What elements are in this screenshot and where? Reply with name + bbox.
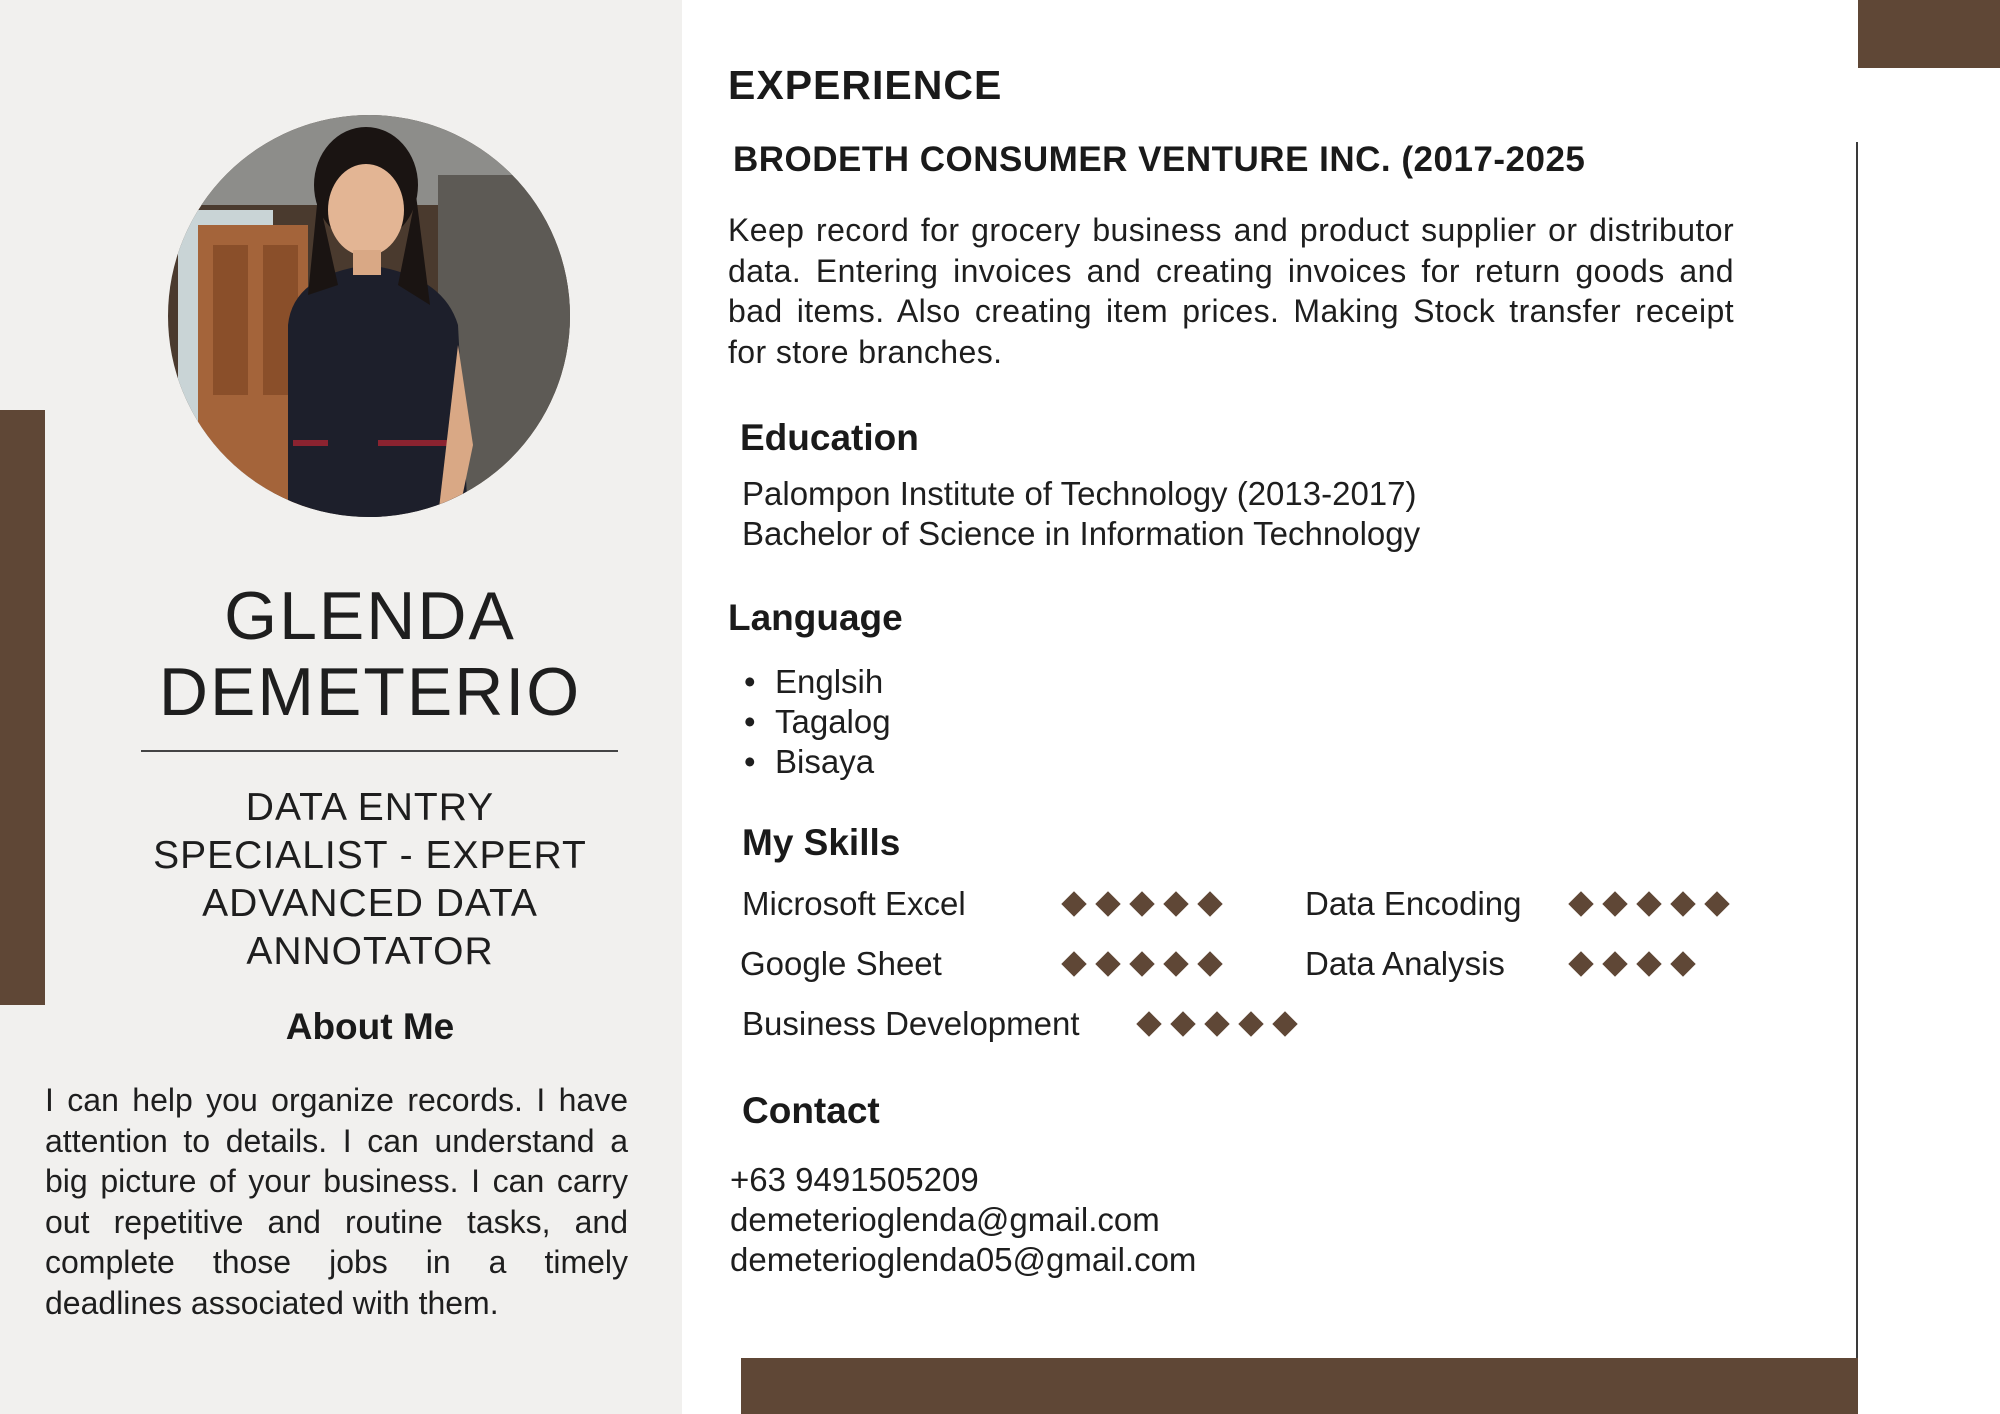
bullet-icon: • (744, 663, 756, 700)
list-item (740, 702, 891, 742)
job-title-line: ADVANCED DATA (202, 882, 538, 925)
skill-label: Data Encoding (1305, 885, 1522, 922)
rating-diamond-icon (1568, 951, 1593, 976)
rating-diamond-icon (1095, 951, 1120, 976)
rating-diamond-icon (1636, 951, 1661, 976)
job-title-line: ANNOTATOR (246, 930, 494, 973)
job-title-line: DATA ENTRY (245, 786, 495, 829)
rating-diamond-icon (1095, 891, 1120, 916)
bottom-accent-bar (741, 1358, 1858, 1414)
skill-label: Business Development (742, 1005, 1080, 1042)
rating-diamond-icon (1204, 1011, 1229, 1036)
education-degree: Bachelor of Science in Information Technology (742, 515, 1421, 552)
rating-diamond-icon (1136, 1011, 1161, 1036)
language-label: Englsih (775, 663, 884, 700)
rating-diamond-icon (1061, 891, 1086, 916)
name-divider (141, 750, 618, 752)
education-school: Palompon Institute of Technology (2013-2017) (742, 475, 1417, 512)
right-vertical-rule (1856, 142, 1858, 1358)
rating-diamond-icon (1602, 951, 1627, 976)
experience-heading: EXPERIENCE (728, 62, 1003, 108)
education-heading: Education (740, 417, 919, 458)
rating-diamond-icon (1197, 951, 1222, 976)
rating-diamond-icon (1197, 891, 1222, 916)
profile-photo (168, 115, 570, 517)
skills-heading: My Skills (742, 822, 901, 863)
bullet-icon: • (744, 743, 756, 780)
job-title-line: SPECIALIST - EXPERT (153, 834, 587, 877)
rating-diamond-icon (1163, 951, 1188, 976)
job-title (70, 784, 670, 976)
skill-label: Data Analysis (1305, 945, 1505, 982)
language-label: Bisaya (775, 743, 875, 780)
rating-diamond-icon (1238, 1011, 1263, 1036)
about-text: I can help you organize records. I have attention to details. I can understand a big picture of your business. I can carry out repetitive and routine tasks, and complete those jobs in a timely deadlines associated with them. (45, 1082, 628, 1321)
education-details (742, 474, 1420, 554)
left-accent-bar (0, 410, 45, 1005)
rating-diamond-icon (1129, 951, 1154, 976)
rating-diamond-icon (1602, 891, 1627, 916)
contact-heading: Contact (742, 1090, 880, 1131)
contact-email[interactable]: demeterioglenda@gmail.com (730, 1201, 1160, 1238)
rating-diamond-icon (1670, 951, 1695, 976)
list-item (740, 742, 891, 782)
experience-description: Keep record for grocery business and product supplier or distributor data. Entering invoices and creating invoices for return goods and bad items. Also creating item prices. Making Stock transfer receipt for store branches. (728, 212, 1734, 370)
skill-label: Google Sheet (740, 945, 942, 982)
contact-details (730, 1160, 1196, 1280)
skill-label: Microsoft Excel (742, 885, 966, 922)
company-name: BRODETH CONSUMER VENTURE INC. (2017-2025 (733, 140, 1586, 179)
rating-diamond-icon (1272, 1011, 1297, 1036)
profile-name (70, 578, 670, 730)
language-label: Tagalog (775, 703, 891, 740)
contact-email[interactable]: demeterioglenda05@gmail.com (730, 1241, 1197, 1278)
language-list (740, 662, 891, 782)
name-first: GLENDA (224, 578, 516, 654)
language-heading: Language (728, 597, 903, 638)
top-right-accent-block (1858, 0, 2000, 68)
rating-diamond-icon (1568, 891, 1593, 916)
rating-diamond-icon (1170, 1011, 1195, 1036)
name-last: DEMETERIO (158, 654, 582, 730)
about-heading: About Me (285, 1006, 455, 1047)
list-item (740, 662, 891, 702)
rating-diamond-icon (1670, 891, 1695, 916)
rating-diamond-icon (1129, 891, 1154, 916)
rating-diamond-icon (1636, 891, 1661, 916)
rating-diamond-icon (1061, 951, 1086, 976)
bullet-icon: • (744, 703, 756, 740)
rating-diamond-icon (1163, 891, 1188, 916)
rating-diamond-icon (1704, 891, 1729, 916)
contact-phone[interactable]: +63 9491505209 (730, 1161, 979, 1198)
